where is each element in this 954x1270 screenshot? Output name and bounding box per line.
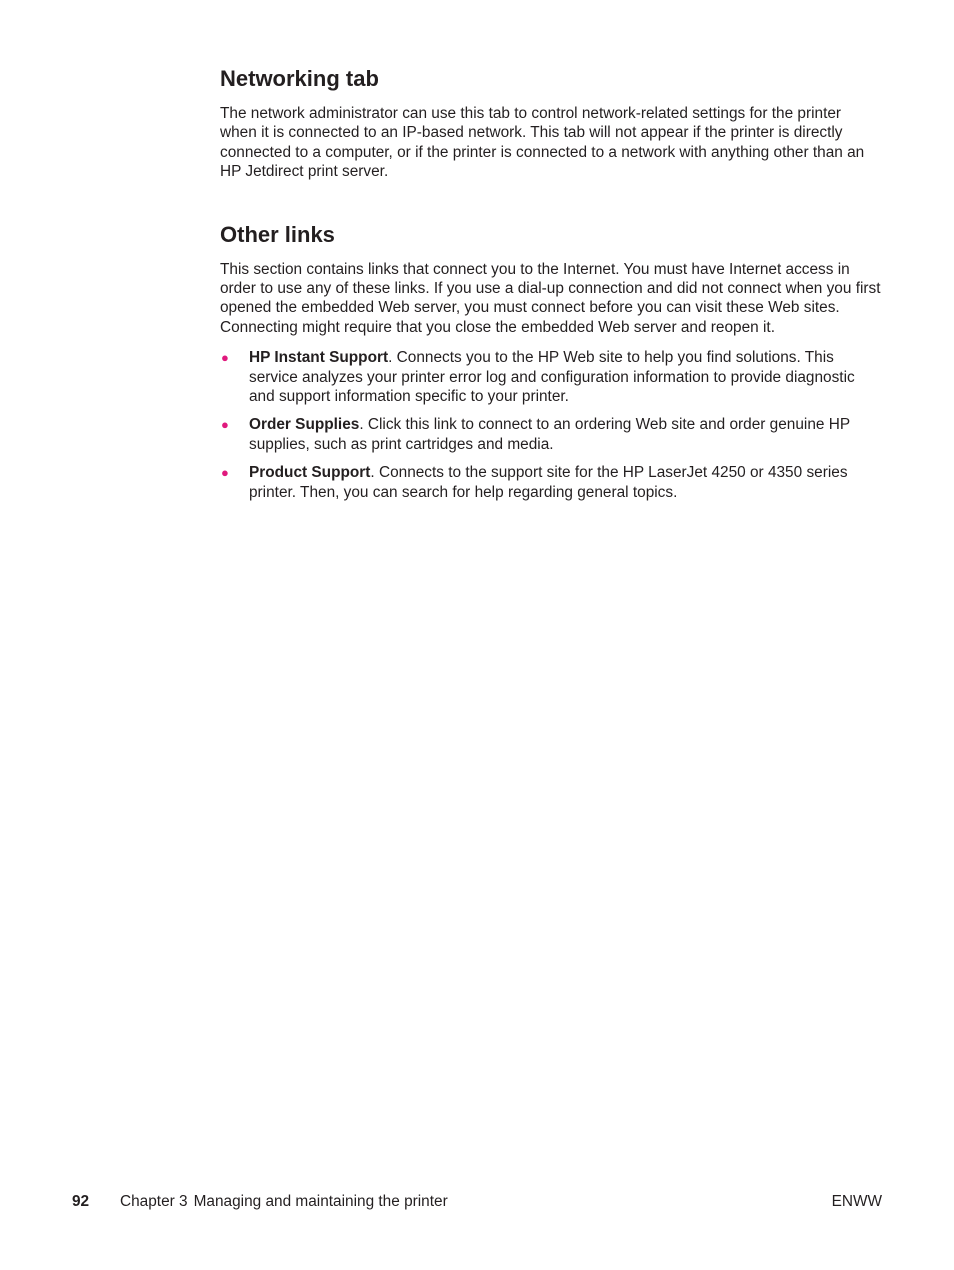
chapter-number: Chapter 3: [120, 1193, 188, 1210]
chapter-label: [120, 1192, 448, 1211]
list-item-hp-instant-support: [220, 348, 882, 406]
networking-tab-paragraph: The network administrator can use this tab to control network-related settings for the printer when it is connected to an IP-based network. This tab will not appear if the printer is directly connected to a computer, or if the printer is connected to a network with anything other than an HP Jetdirect print server.: [220, 105, 865, 181]
link-description: . Connects to the support site for the HP LaserJet 4250 or 4350 series printer. Then, you can search for help regarding general topics.: [249, 464, 848, 501]
list-item-product-support: [220, 463, 882, 502]
link-term-order-supplies: Order Supplies: [249, 416, 360, 434]
page-number: 92: [72, 1193, 90, 1210]
bullet-icon: ●: [221, 350, 229, 366]
networking-tab-section: [220, 64, 882, 182]
chapter-title: Managing and maintaining the printer: [193, 1193, 448, 1210]
link-description: . Click this link to connect to an ordering Web site and order genuine HP supplies, such as print cartridges and media.: [249, 416, 850, 453]
other-links-paragraph: This section contains links that connect you to the Internet. You must have Internet access in order to use any of these links. If you use a dial-up connection and did not connect when you first opened the embedded Web server, you must connect before you can visit these Web sites. Connecting might require that you close the embedded Web server and reopen it.: [220, 260, 881, 336]
page-content: [220, 64, 882, 511]
bullet-icon: ●: [221, 417, 229, 433]
networking-tab-heading: Networking tab: [220, 66, 379, 91]
link-term-product-support: Product Support: [249, 464, 371, 482]
other-links-heading: Other links: [220, 221, 335, 247]
bullet-icon: ●: [221, 465, 229, 481]
other-links-list: [220, 348, 882, 502]
footer-brand: ENWW: [831, 1193, 882, 1210]
list-item-order-supplies: [220, 415, 882, 454]
link-term-hp-instant-support: HP Instant Support: [249, 349, 389, 367]
other-links-section: [220, 220, 882, 502]
link-description: . Connects you to the HP Web site to help you find solutions. This service analyzes your printer error log and configuration information to provide diagnostic and support information specific to your printer.: [249, 349, 855, 406]
